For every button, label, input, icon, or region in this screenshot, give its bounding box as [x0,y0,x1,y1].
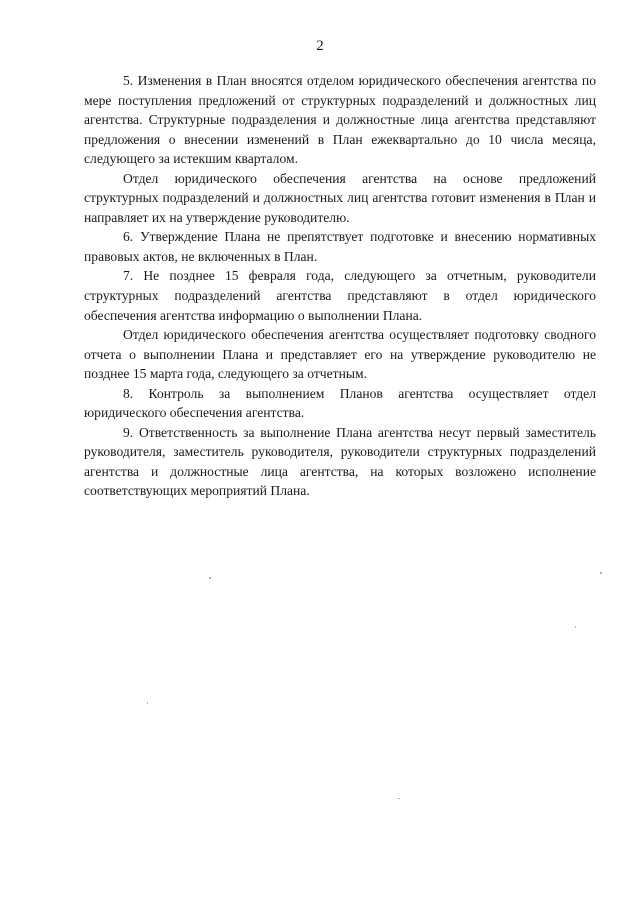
paragraph-5-continued: Отдел юридического обеспечения агентства на основе предложений структурных подразделений и должностных лиц агентства готовит изменения в План и направляет их на утверждение руководителю. [84,170,596,225]
paragraph-7: 7. Не позднее 15 февраля года, следующего за отчетным, руководители структурных подразделений агентства представляют в отдел юридического обеспечения агентства информацию о выполнении Плана. [84,268,596,323]
paragraph-6: 6. Утверждение Плана не препятствует подготовке и внесению нормативных правовых актов, не включенных в План. [84,229,596,264]
scan-speck [147,702,148,704]
scan-speck [600,572,602,574]
scan-speck [575,626,576,628]
paragraph-8: 8. Контроль за выполнением Планов агентства осуществляет отдел юридического обеспечения агентства. [84,385,596,421]
page-number: 2 [316,38,324,54]
document-body [84,71,596,501]
paragraph-5: 5. Изменения в План вносятся отделом юридического обеспечения агентства по мере поступления предложений от структурных подразделений и должностных лиц агентства. Структурные подразделения и должностные лица агентства представляют предложения о внесении изменений в План ежеквартально до 10 числа месяца, следующего за истекшим кварталом. [84,73,596,167]
scan-speck [209,577,211,579]
scan-speck [398,798,400,799]
paragraph-7-continued: Отдел юридического обеспечения агентства осуществляет подготовку сводного отчета о выполнении Плана и представляет его на утверждение руководителю не позднее 15 марта года, следующего за отчетным. [84,327,596,382]
paragraph-9: 9. Ответственность за выполнение Плана агентства несут первый заместитель руководителя, заместитель руководителя, руководители структурных подразделений агентства и должностные лица агентства, на которых возложено исполнение соответствующих мероприятий Плана. [84,424,596,499]
